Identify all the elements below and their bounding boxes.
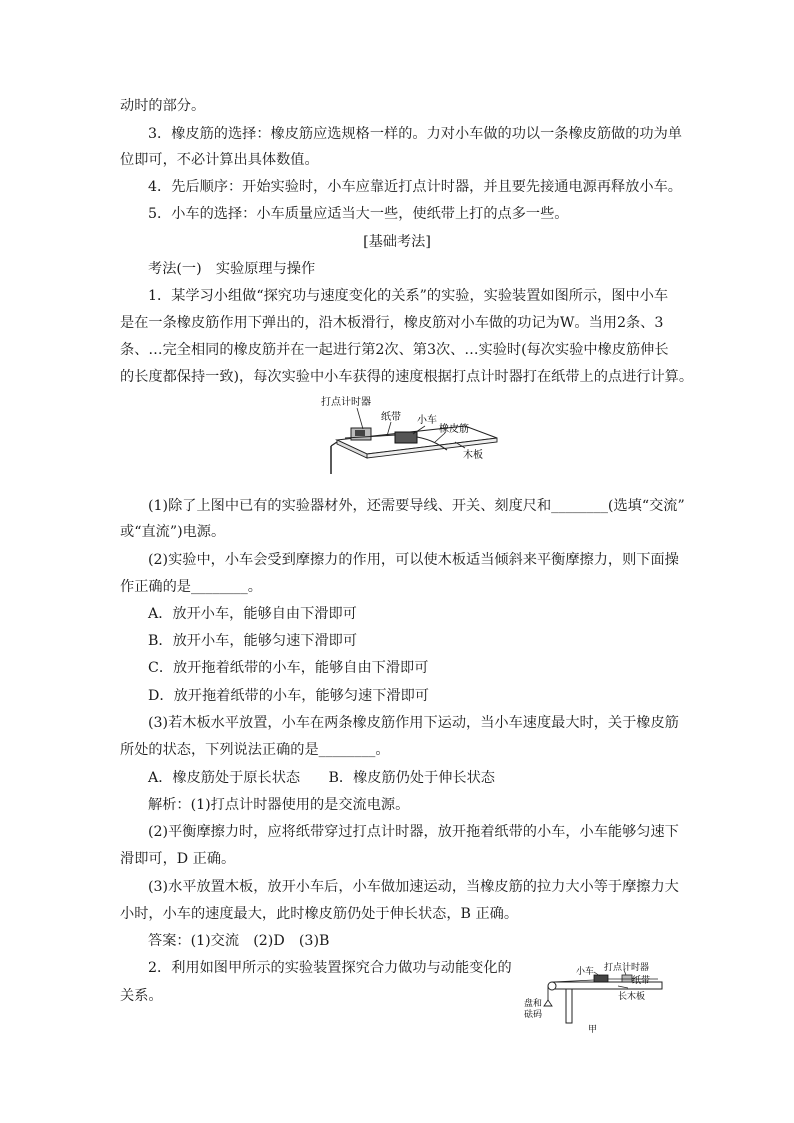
text-line: 的长度都保持一致)，每次实验中小车获得的速度根据打点计时器打在纸带上的点进行计算。 bbox=[120, 369, 694, 385]
text-line: 5．小车的选择：小车质量应适当大一些，使纸带上打的点多一些。 bbox=[148, 206, 569, 222]
text-line: (3)若木板水平放置，小车在两条橡皮筋作用下运动，当小车速度最大时，关于橡皮筋 bbox=[148, 715, 679, 731]
label-car: 小车 bbox=[576, 967, 595, 977]
text-line: 1．某学习小组做“探究功与速度变化的关系”的实验，实验装置如图所示，图中小车 bbox=[148, 288, 669, 304]
analysis-line: 解析：(1)打点计时器使用的是交流电源。 bbox=[148, 797, 410, 813]
figure-apparatus-1 bbox=[315, 392, 505, 487]
text-line: 作正确的是________。 bbox=[120, 579, 262, 595]
label-weight: 盘和 bbox=[524, 999, 543, 1009]
text-line: 或“直流”)电源。 bbox=[120, 524, 226, 540]
figure-caption: 甲 bbox=[588, 1025, 598, 1035]
text-line: 动时的部分。 bbox=[120, 98, 206, 114]
label-timer: 打点计时器 bbox=[321, 397, 371, 408]
text-line: 关系。 bbox=[120, 988, 163, 1004]
option-line: C．放开拖着纸带的小车，能够自由下滑即可 bbox=[148, 660, 429, 676]
text-line: (2)实验中，小车会受到摩擦力的作用，可以使木板适当倾斜来平衡摩擦力，则下面操 bbox=[148, 552, 679, 568]
analysis-line: (3)水平放置木板，放开小车后，小车做加速运动，当橡皮筋的拉力大小等于摩擦力大 bbox=[148, 879, 679, 895]
text-line: 位即可，不必计算出具体数值。 bbox=[120, 152, 319, 168]
analysis-line: 小时，小车的速度最大，此时橡皮筋仍处于伸长状态，B 正确。 bbox=[120, 906, 519, 922]
label-weight: 砝码 bbox=[524, 1010, 543, 1020]
label-timer: 打点计时器 bbox=[604, 963, 650, 973]
analysis-line: 滑即可，D 正确。 bbox=[120, 851, 236, 867]
answer-line: 答案：(1)交流 (2)D (3)B bbox=[148, 933, 330, 949]
label-car: 小车 bbox=[417, 415, 437, 426]
label-tape: 纸带 bbox=[632, 976, 651, 986]
option-line: A．橡皮筋处于原长状态 B．橡皮筋仍处于伸长状态 bbox=[148, 770, 495, 786]
label-rubber: 橡皮筋 bbox=[439, 424, 469, 435]
figure-apparatus-2 bbox=[520, 962, 680, 1042]
option-line: B．放开小车，能够匀速下滑即可 bbox=[148, 633, 358, 649]
text-line: 4．先后顺序：开始实验时，小车应靠近打点计时器，并且要先接通电源再释放小车。 bbox=[148, 179, 682, 195]
label-tape: 纸带 bbox=[381, 412, 401, 423]
subsection-heading: 考法(一) 实验原理与操作 bbox=[148, 261, 316, 277]
label-board: 木板 bbox=[463, 450, 483, 461]
text-line: (1)除了上图中已有的实验器材外，还需要导线、开关、刻度尺和________(选填“交流” bbox=[148, 498, 685, 514]
option-line: A．放开小车，能够自由下滑即可 bbox=[148, 606, 357, 622]
text-line: 3．橡皮筋的选择：橡皮筋应选规格一样的。力对小车做的功以一条橡皮筋做的功为单 bbox=[148, 126, 682, 142]
option-line: D．放开拖着纸带的小车，能够匀速下滑即可 bbox=[148, 688, 429, 704]
text-line: 所处的状态，下列说法正确的是________。 bbox=[120, 742, 390, 758]
label-board: 长木板 bbox=[618, 992, 646, 1002]
analysis-line: (2)平衡摩擦力时，应将纸带穿过打点计时器，放开拖着纸带的小车，小车能够匀速下 bbox=[148, 824, 679, 840]
section-heading: [基础考法] bbox=[363, 234, 431, 250]
text-line: 是在一条橡皮筋作用下弹出的，沿木板滑行，橡皮筋对小车做的功记为W。当用2条、3 bbox=[120, 315, 664, 331]
text-line: 2．利用如图甲所示的实验装置探究合力做功与动能变化的 bbox=[148, 960, 512, 976]
text-line: 条、…完全相同的橡皮筋并在一起进行第2次、第3次、…实验时(每次实验中橡皮筋伸长 bbox=[120, 342, 669, 358]
